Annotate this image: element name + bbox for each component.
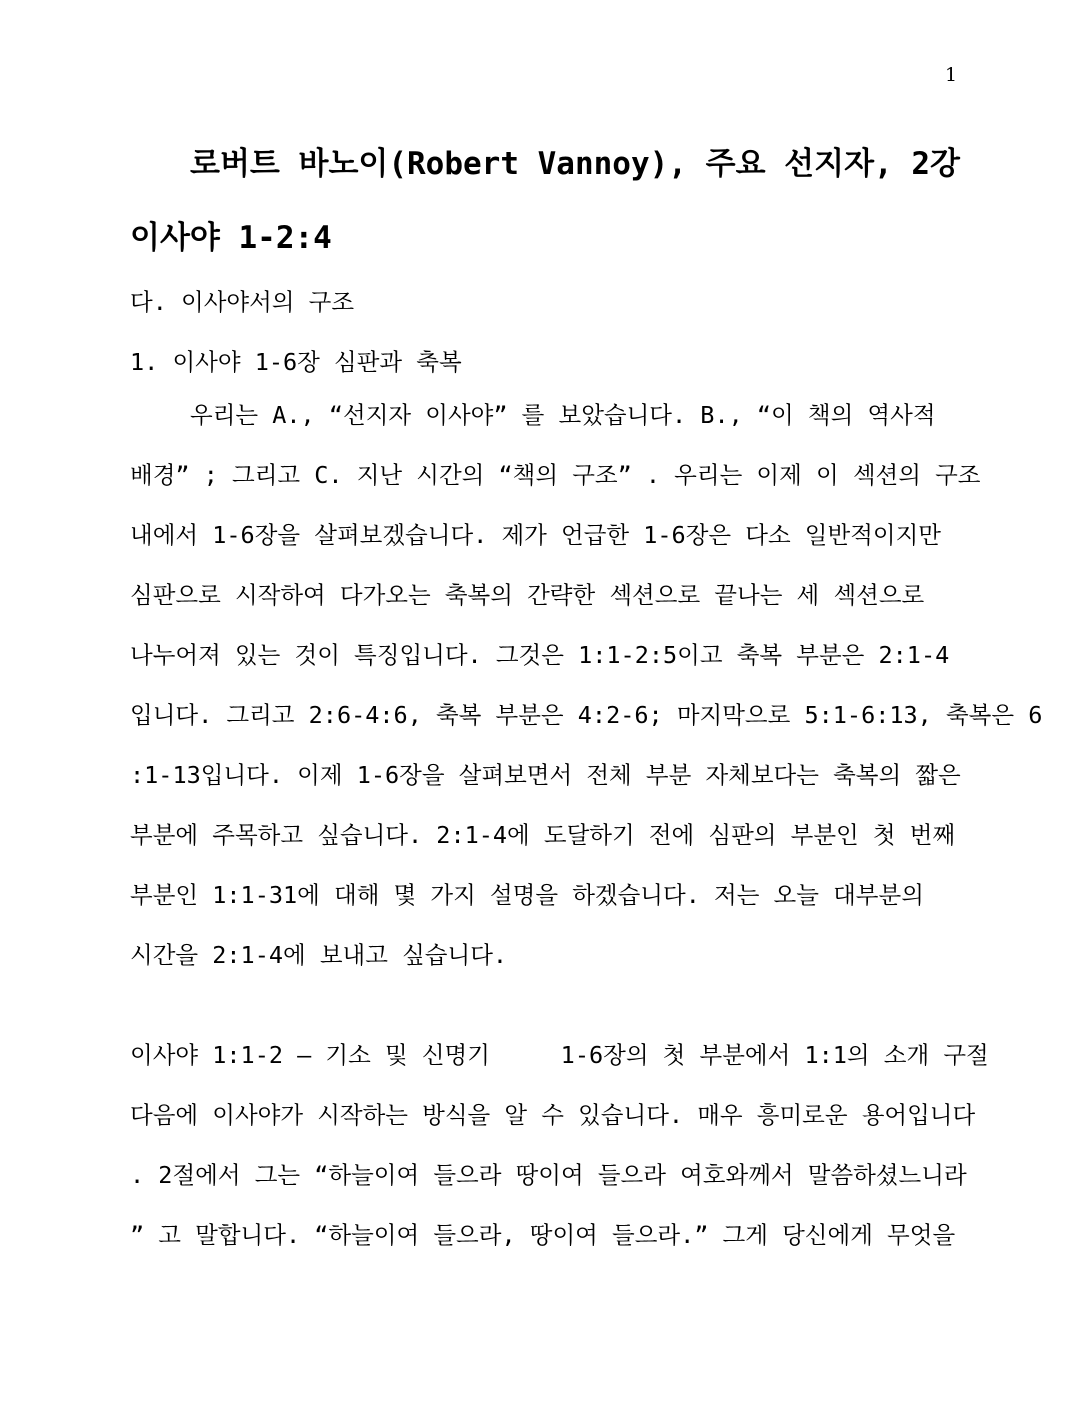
page-number: 1 — [945, 64, 958, 86]
paragraph-line: 내에서 1-6장을 살펴보겠습니다. 제가 언급한 1-6장은 다소 일반적이지만 — [130, 521, 942, 549]
paragraph-line: 우리는 A., “선지자 이사야” 를 보았습니다. B., “이 책의 역사적 — [190, 401, 936, 429]
outline-heading-1: 1. 이사야 1-6장 심판과 축복 — [130, 348, 462, 376]
paragraph-line: 부분에 주목하고 싶습니다. 2:1-4에 도달하기 전에 심판의 부분인 첫 번째 — [130, 821, 956, 849]
paragraph-line: :1-13입니다. 이제 1-6장을 살펴보면서 전체 부분 자체보다는 축복의 짧은 — [130, 761, 961, 789]
paragraph-line: 배경” ; 그리고 C. 지난 시간의 “책의 구조” . 우리는 이제 이 섹션의 구조 — [130, 461, 981, 489]
paragraph-line: 시간을 2:1-4에 보내고 싶습니다. — [130, 941, 508, 969]
paragraph-line: 부분인 1:1-31에 대해 몇 가지 설명을 하겠습니다. 저는 오늘 대부분의 — [130, 881, 924, 909]
paragraph-line: 다음에 이사야가 시작하는 방식을 알 수 있습니다. 매우 흥미로운 용어입니다 — [130, 1101, 976, 1129]
paragraph-line: . 2절에서 그는 “하늘이여 들으라 땅이여 들으라 여호와께서 말씀하셨느니라 — [130, 1161, 967, 1189]
paragraph-line: 심판으로 시작하여 다가오는 축복의 간략한 섹션으로 끝나는 세 섹션으로 — [130, 581, 925, 609]
paragraph-line: ” 고 말합니다. “하늘이여 들으라, 땅이여 들으라.” 그게 당신에게 무엇을 — [130, 1221, 956, 1249]
paragraph-line: 입니다. 그리고 2:6-4:6, 축복 부분은 4:2-6; 마지막으로 5:1-6:13, 축복은 6 — [130, 701, 1043, 729]
document-title: 로버트 바노이(Robert Vannoy), 주요 선지자, 2강 — [190, 146, 960, 182]
paragraph-line: 이사야 1:1-2 – 기소 및 신명기 1-6장의 첫 부분에서 1:1의 소개 구절 — [130, 1041, 989, 1069]
document-subtitle: 이사야 1-2:4 — [130, 220, 332, 256]
outline-heading-c: 다. 이사야서의 구조 — [130, 288, 355, 316]
paragraph-line: 나누어져 있는 것이 특징입니다. 그것은 1:1-2:5이고 축복 부분은 2:1-4 — [130, 641, 950, 669]
